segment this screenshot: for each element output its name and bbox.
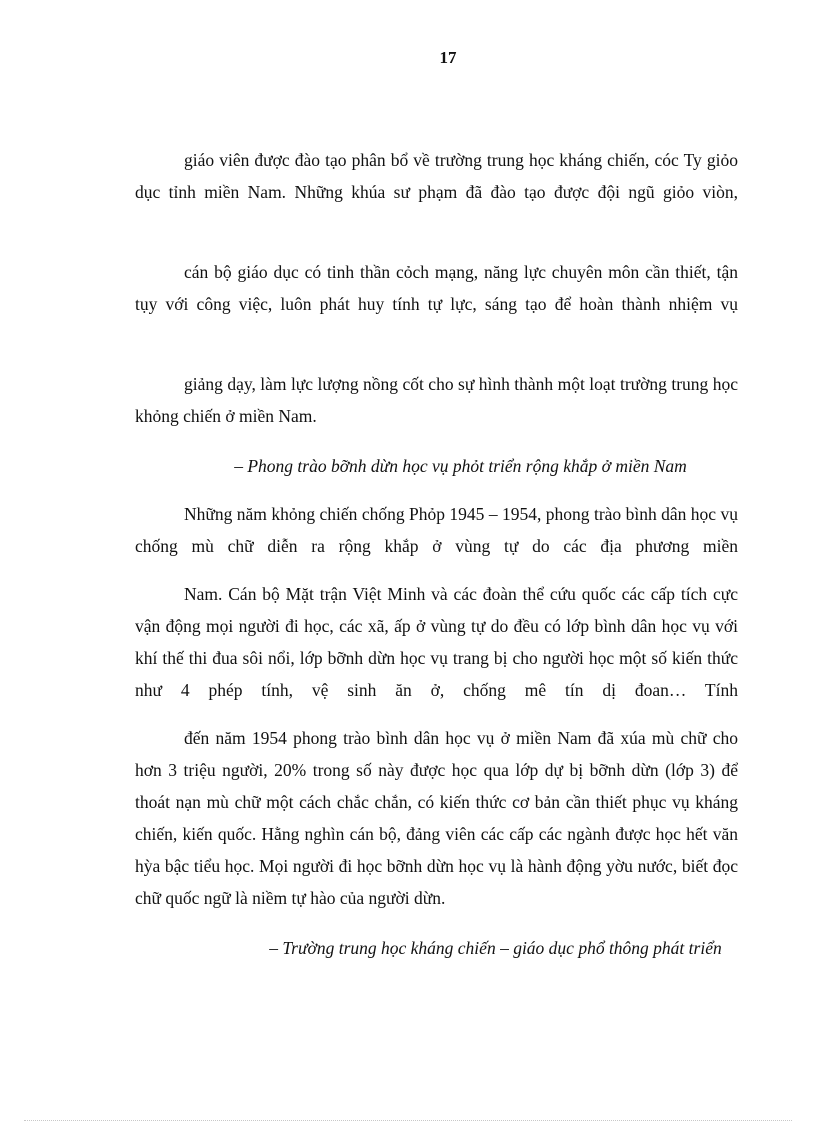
text-block-6 — [135, 722, 738, 914]
text-block-5 — [135, 578, 738, 706]
section-heading-1: – Phong trào bỡnh dừn học vụ phỏt triển rộng khắp ở miền Nam — [234, 456, 687, 476]
text-block-2 — [135, 256, 738, 320]
section-heading-1-block — [135, 450, 738, 482]
section-heading-2-block — [135, 932, 738, 964]
paragraph-5: Nam. Cán bộ Mặt trận Việt Minh và các đoàn thể cứu quốc các cấp tích cực vận động mọi người đi học, các xã, ấp ở vùng tự do đều có lớp bình dân học vụ với khí thế thi đua sôi nổi, lớp bỡnh dừn học vụ trang bị cho người học một số kiến thức như 4 phép tính, vệ sinh ăn ở, chống mê tín dị đoan… Tính — [135, 584, 738, 700]
paragraph-6: đến năm 1954 phong trào bình dân học vụ ở miền Nam đã xúa mù chữ cho hơn 3 triệu người, 20% trong số này được học qua lớp dự bị bỡnh dừn (lớp 3) để thoát nạn mù chữ một cách chắc chắn, có kiến thức cơ bản cần thiết phục vụ kháng chiến, kiến quốc. Hằng nghìn cán bộ, đảng viên các cấp các ngành được học hết văn hỳa bậc tiểu học. Mọi người đi học bỡnh dừn học vụ là hành động yờu nước, biết đọc chữ quốc ngữ là niềm tự hào của người dừn. — [135, 728, 738, 908]
page-number: 17 — [439, 48, 457, 67]
paragraph-1: giáo viên được đào tạo phân bổ về trường trung học kháng chiến, cóc Ty giỏo dục tỉnh miền Nam. Những khúa sư phạm đã đào tạo được đội ngũ giỏo viòn, — [135, 150, 738, 202]
text-block-1 — [135, 144, 738, 208]
text-block-4 — [135, 498, 738, 562]
page-bottom-divider — [24, 1120, 792, 1121]
paragraph-2: cán bộ giáo dục có tinh thần cỏch mạng, năng lực chuyên môn cần thiết, tận tụy với công việc, luôn phát huy tính tự lực, sáng tạo để hoàn thành nhiệm vụ — [135, 262, 738, 314]
text-block-3 — [135, 368, 738, 432]
paragraph-3: giảng dạy, làm lực lượng nồng cốt cho sự hình thành một loạt trường trung học khỏng chiến ở miền Nam. — [135, 374, 738, 426]
section-heading-2: – Trường trung học kháng chiến – giáo dục phổ thông phát triển — [269, 938, 722, 958]
paragraph-4: Những năm khỏng chiến chống Phỏp 1945 – 1954, phong trào bình dân học vụ chống mù chữ diễn ra rộng khắp ở vùng tự do các địa phương miền — [135, 504, 738, 556]
